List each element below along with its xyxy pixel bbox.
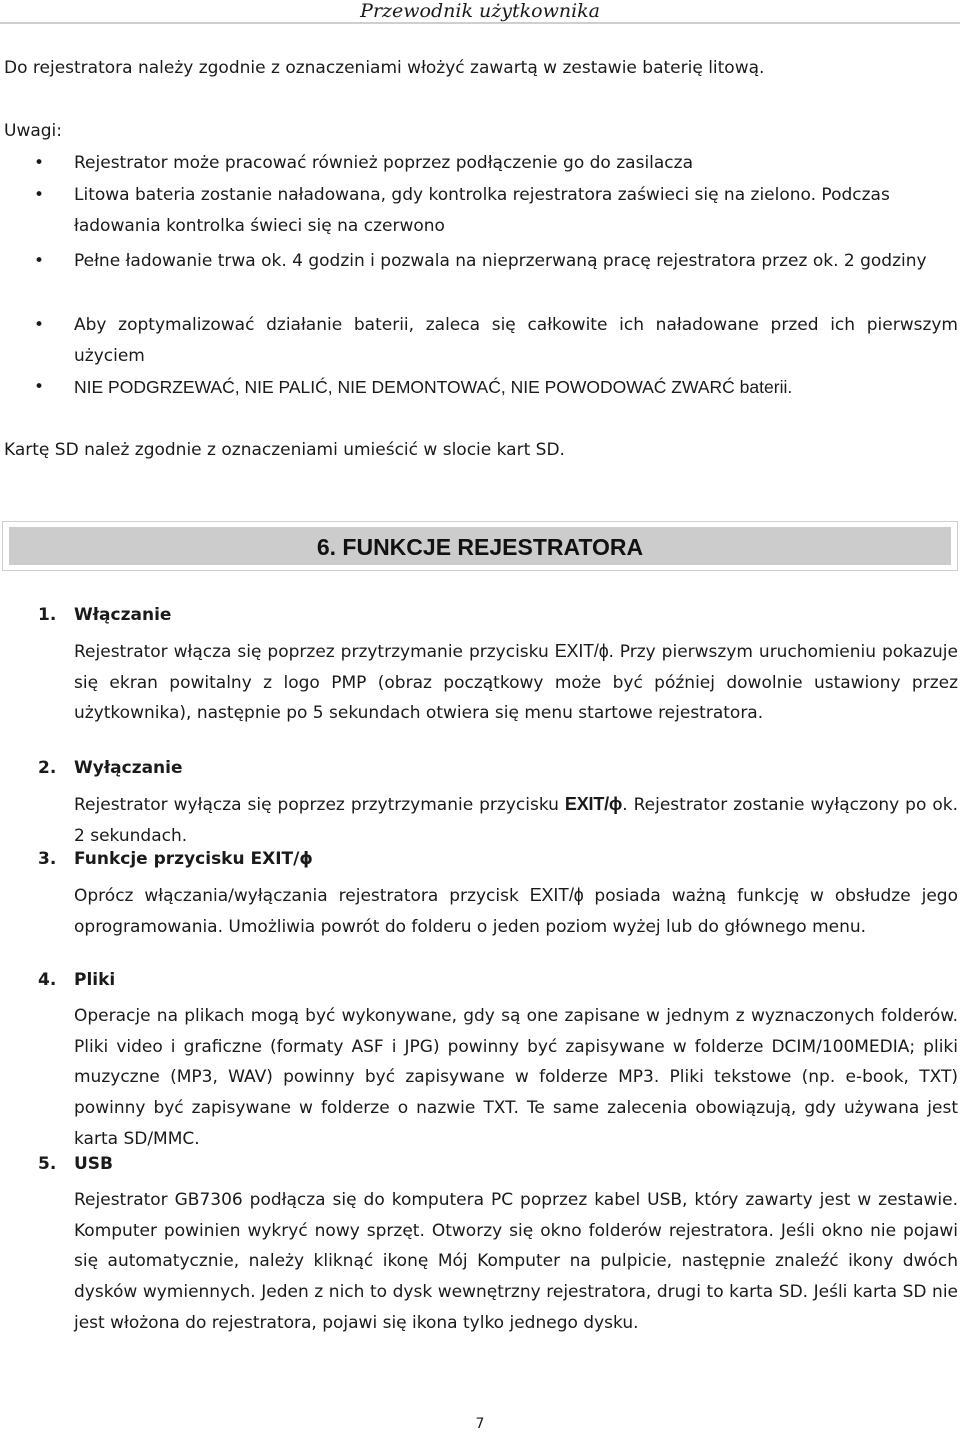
item-body: Rejestrator wyłącza się poprzez przytrzymanie przycisku EXIT/ɸ. Rejestrator zostanie wyłączony po ok. 2 sekundach.: [74, 794, 958, 846]
bullet-icon: •: [34, 315, 45, 335]
header-title: Przewodnik użytkownika: [360, 0, 600, 22]
list-item: • Litowa bateria zostanie naładowana, gdy kontrolka rejestratora zaświeci się na zielono. Podczas ładowania kontrolka świeci się na czerwono: [74, 180, 958, 242]
intro-paragraph: Do rejestratora należy zgodnie z oznaczeniami włożyć zawartą w zestawie baterię litową.: [4, 58, 765, 78]
item-title: Włączanie: [74, 605, 172, 625]
list-item: • Rejestrator może pracować również poprzez podłączenie go do zasilacza: [74, 148, 958, 179]
exit-button-label: EXIT/ɸ: [564, 794, 623, 814]
section-heading-box: [2, 521, 958, 571]
bullet-icon: •: [34, 185, 45, 205]
list-item: • Pełne ładowanie trwa ok. 4 godzin i pozwala na nieprzerwaną pracę rejestratora przez ok. 2 godziny: [74, 246, 958, 277]
item-number: 4.: [38, 970, 57, 990]
item-title: Funkcje przycisku EXIT/ɸ: [74, 849, 313, 869]
item-body: Operacje na plikach mogą być wykonywane, gdy są one zapisane w jednym z wyznaczonych folderów. Pliki video i graficzne (formaty ASF i JPG) powinny być zapisywane w folderze DCIM/100MEDIA; pliki muzyczne (MP3, WAV) powinny być zapisywane w folderze MP3. Pliki tekstowe (np. e-book, TXT) powinny być zapisywane w folderze o nazwie TXT. Te same zalecenia obowiązują, gdy używana jest karta SD/MMC.: [74, 1006, 958, 1149]
list-item: • Aby zoptymalizować działanie baterii, zaleca się całkowite ich naładowane przed ich pierwszym użyciem: [74, 310, 958, 372]
list-item: • NIE PODGRZEWAĆ, NIE PALIĆ, NIE DEMONTOWAĆ, NIE POWODOWAĆ ZWARĆ baterii.: [74, 372, 958, 403]
bullet-icon: •: [34, 377, 45, 397]
item-body: Rejestrator włącza się poprzez przytrzymanie przycisku EXIT/ɸ. Przy pierwszym uruchomieniu pokazuje się ekran powitalny z logo PMP (obraz początkowy może być później dowolnie ustawiony przez użytkownika), następnie po 5 sekundach otwiera się menu startowe rejestratora.: [74, 641, 958, 724]
item-title: USB: [74, 1154, 114, 1174]
bullet-icon: •: [34, 251, 45, 271]
notes-label: Uwagi:: [4, 121, 63, 141]
item-body: Rejestrator GB7306 podłącza się do komputera PC poprzez kabel USB, który zawarty jest w zestawie. Komputer powinien wykryć nowy sprzęt. Otworzy się okno folderów rejestratora. Jeśli okno nie pojawi się automatycznie, należy kliknąć ikonę Mój Komputer na pulpicie, następnie znaleźć ikony dwóch dysków wymiennych. Jeden z nich to dysk wewnętrzny rejestratora, drugi to karta SD. Jeśli karta SD nie jest włożona do rejestratora, pojawi się ikona tylko jednego dysku.: [74, 1190, 958, 1333]
bullet-icon: •: [34, 153, 45, 173]
item-number: 1.: [38, 605, 57, 625]
item-number: 2.: [38, 758, 57, 778]
section-title: 6. FUNKCJE REJESTRATORA: [9, 527, 951, 565]
page-number: 7: [475, 1416, 485, 1432]
exit-button-label: EXIT/ɸ: [529, 885, 584, 905]
item-title: Pliki: [74, 970, 116, 990]
exit-button-label: EXIT/ɸ: [554, 641, 609, 661]
sd-card-note: Kartę SD należ zgodnie z oznaczeniami umieścić w slocie kart SD.: [4, 440, 565, 460]
item-number: 5.: [38, 1154, 57, 1174]
item-title: Wyłączanie: [74, 758, 183, 778]
item-body: Oprócz włączania/wyłączania rejestratora przycisk EXIT/ɸ posiada ważną funkcję w obsłudze jego oprogramowania. Umożliwia powrót do folderu o jeden poziom wyżej lub do głównego menu.: [74, 885, 958, 937]
item-number: 3.: [38, 849, 57, 869]
running-header: [0, 0, 960, 24]
